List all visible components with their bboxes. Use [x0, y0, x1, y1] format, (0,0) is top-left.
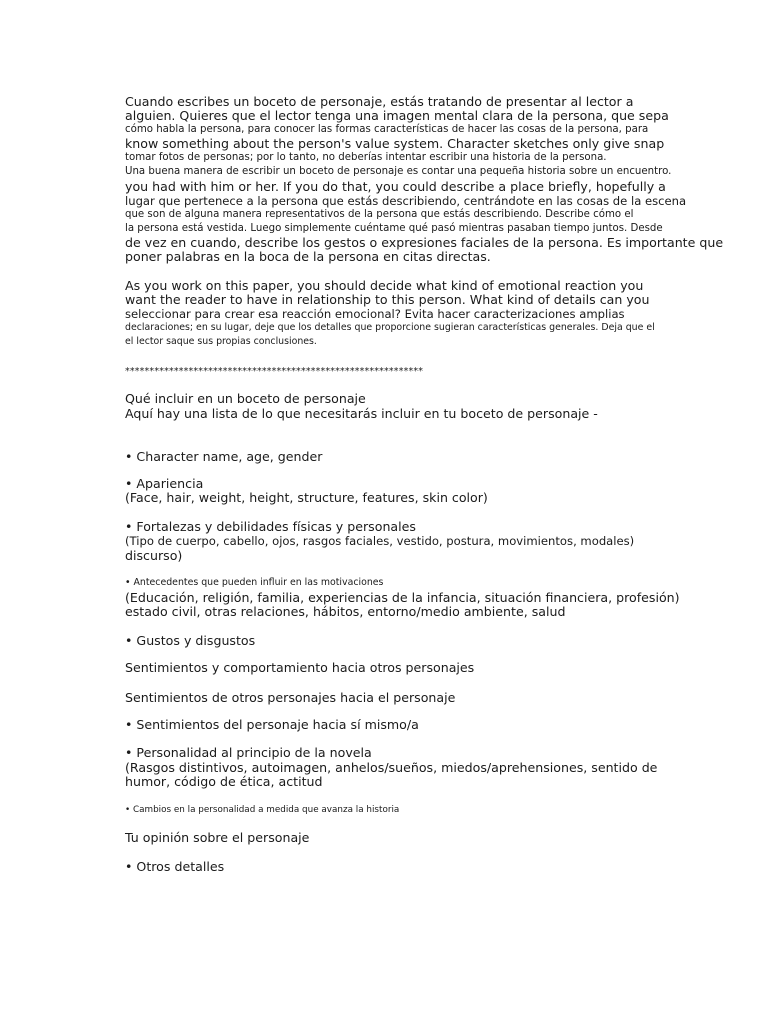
list-item-detail: (Educación, religión, familia, experiencias de la infancia, situación financiera, profesión): [125, 590, 680, 605]
para1-line: poner palabras en la boca de la persona en citas directas.: [125, 249, 491, 264]
para1-line: you had with him or her. If you do that, you could describe a place briefly, hopefully a: [125, 179, 666, 194]
list-item-detail: (Rasgos distintivos, autoimagen, anhelos/sueños, miedos/aprehensiones, sentido de: [125, 760, 658, 775]
para1-line: que son de alguna manera representativos de la persona que estás describiendo. Describe cómo el: [125, 209, 634, 220]
list-item: • Fortalezas y debilidades físicas y personales: [125, 519, 416, 534]
list-item-detail: (Tipo de cuerpo, cabello, ojos, rasgos faciales, vestido, postura, movimientos, modales): [125, 534, 635, 548]
para2-line: want the reader to have in relationship to this person. What kind of details can you: [125, 292, 650, 307]
para2-line: As you work on this paper, you should decide what kind of emotional reaction you: [125, 278, 644, 293]
para1-line: alguien. Quieres que el lector tenga una imagen mental clara de la persona, que sepa: [125, 108, 669, 123]
list-item: • Character name, age, gender: [125, 449, 323, 464]
para2-line: seleccionar para crear esa reacción emocional? Evita hacer caracterizaciones amplias: [125, 307, 625, 321]
para1-line: Cuando escribes un boceto de personaje, estás tratando de presentar al lector a: [125, 94, 634, 109]
para1-line: tomar fotos de personas; por lo tanto, no deberías intentar escribir una historia de la persona.: [125, 152, 607, 163]
para1-line: Una buena manera de escribir un boceto de personaje es contar una pequeña historia sobre un encuentro.: [125, 166, 672, 177]
para2-line: declaraciones; en su lugar, deje que los detalles que proporcione sugieran características generales. Deja que el: [125, 322, 655, 333]
para1-line: lugar que pertenece a la persona que estás describiendo, centrándote en las cosas de la escena: [125, 194, 687, 208]
list-item-detail: estado civil, otras relaciones, hábitos, entorno/medio ambiente, salud: [125, 604, 566, 619]
para1-line: cómo habla la persona, para conocer las formas características de hacer las cosas de la persona, para: [125, 124, 649, 135]
section-title: Qué incluir en un boceto de personaje: [125, 391, 366, 406]
divider: *************************************************************: [125, 366, 424, 377]
list-item: • Sentimientos del personaje hacia sí mismo/a: [125, 717, 419, 732]
para1-line: la persona está vestida. Luego simplemente cuéntame qué pasó mientras pasaban tiempo juntos. Desde: [125, 223, 663, 234]
list-item: Sentimientos y comportamiento hacia otros personajes: [125, 660, 475, 675]
section-intro: Aquí hay una lista de lo que necesitarás incluir en tu boceto de personaje -: [125, 406, 598, 421]
list-item: Tu opinión sobre el personaje: [125, 830, 310, 845]
list-item-detail: humor, código de ética, actitud: [125, 774, 323, 789]
para1-line: de vez en cuando, describe los gestos o expresiones faciales de la persona. Es importante que: [125, 235, 724, 250]
list-item: • Apariencia: [125, 476, 204, 491]
list-item: • Cambios en la personalidad a medida que avanza la historia: [125, 805, 400, 815]
list-item-detail: discurso): [125, 548, 183, 563]
para1-line: know something about the person's value system. Character sketches only give snap: [125, 136, 665, 151]
list-item: • Personalidad al principio de la novela: [125, 745, 372, 760]
list-item-detail: (Face, hair, weight, height, structure, features, skin color): [125, 490, 488, 505]
para2-line: el lector saque sus propias conclusiones.: [125, 336, 317, 347]
list-item: • Gustos y disgustos: [125, 633, 256, 648]
list-item: Sentimientos de otros personajes hacia el personaje: [125, 690, 456, 705]
list-item: • Antecedentes que pueden influir en las motivaciones: [125, 577, 384, 588]
list-item: • Otros detalles: [125, 859, 225, 874]
